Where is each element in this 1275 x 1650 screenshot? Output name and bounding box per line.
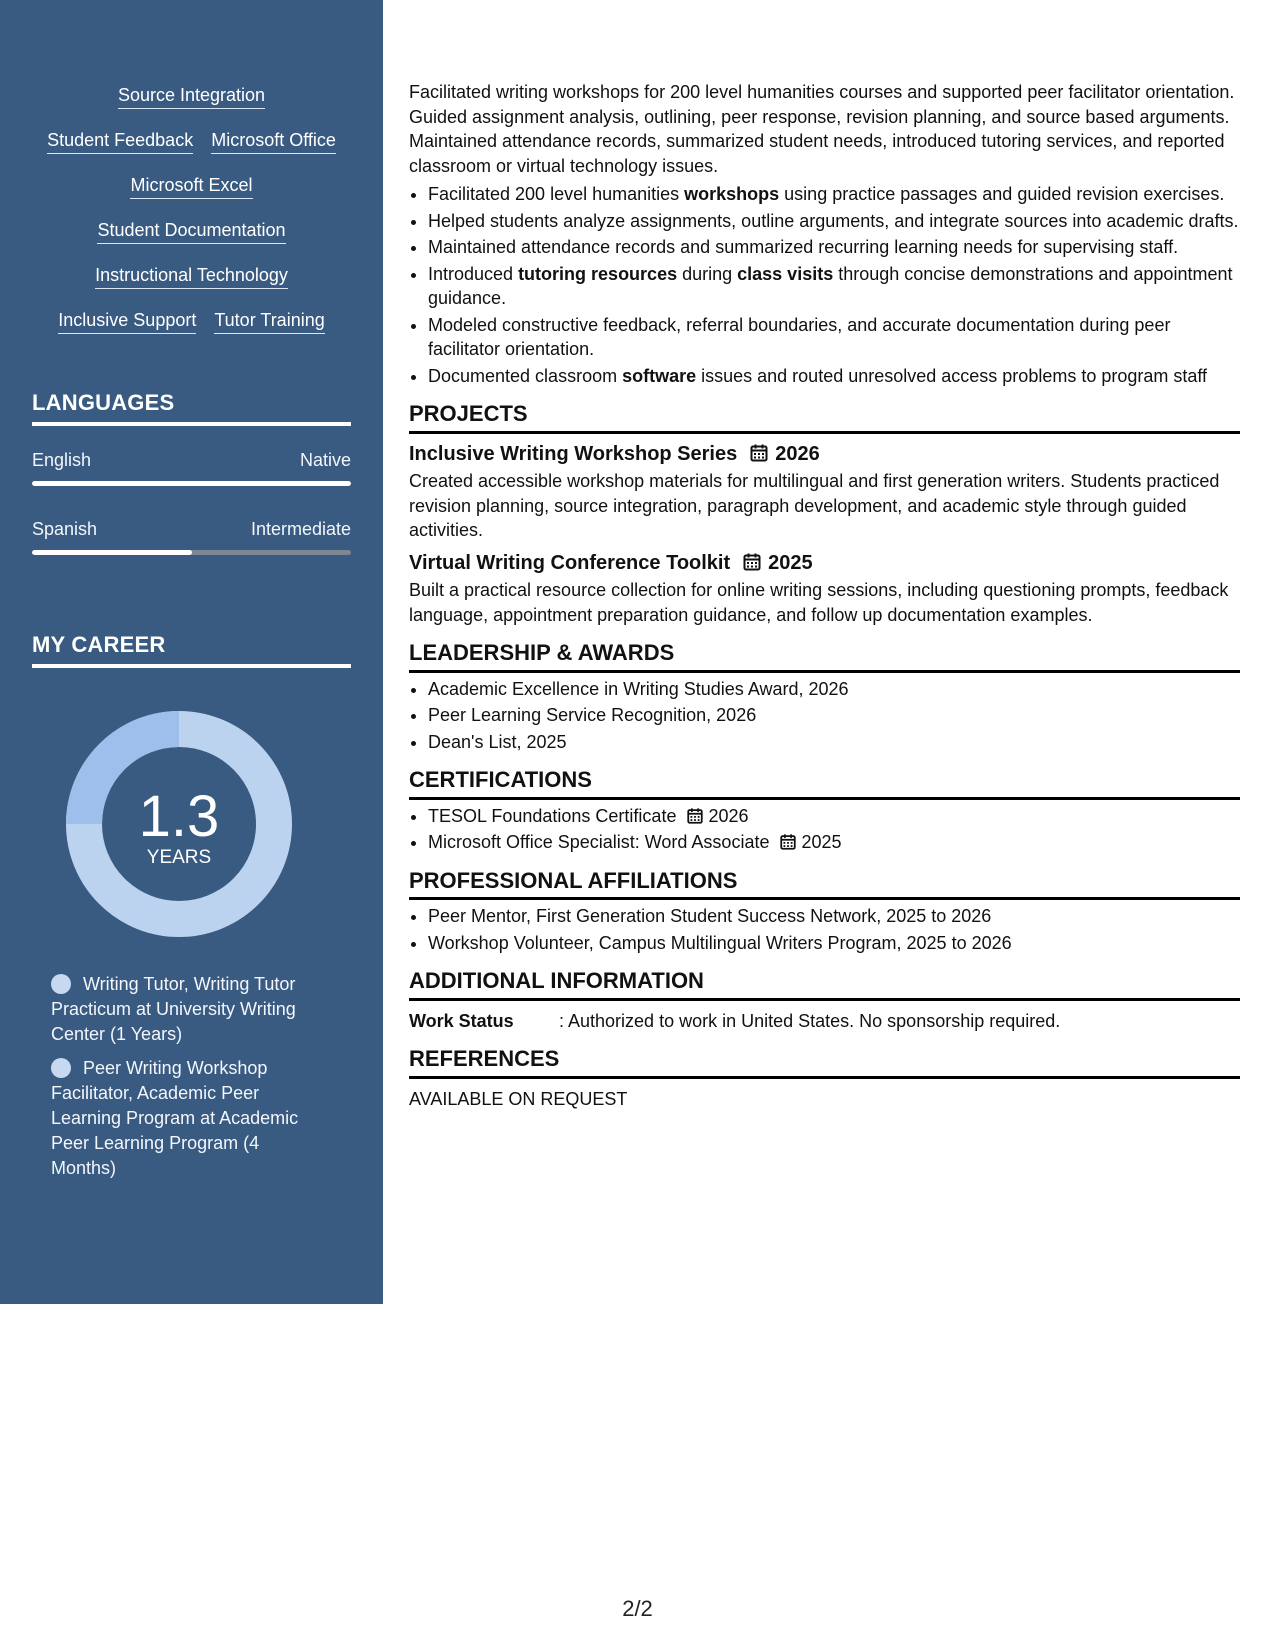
skill-link[interactable]: Student Documentation (97, 219, 285, 244)
certifications-list (409, 804, 1240, 855)
certification-item (428, 830, 1240, 855)
language-level: Intermediate (250, 519, 351, 539)
project-item (409, 442, 1240, 543)
skill-link[interactable]: Instructional Technology (95, 264, 288, 289)
awards-heading: LEADERSHIP & AWARDS (409, 641, 1240, 673)
award-item: • Dean's List, 2025 (428, 730, 1240, 755)
career-item-text: Peer Writing Workshop Facilitator, Academic Peer Learning Program at Academic Peer Learning Program (4 Months) (51, 1058, 299, 1178)
affiliation-item: • Workshop Volunteer, Campus Multilingual Writers Program, 2025 to 2026 (428, 931, 1240, 956)
calendar-icon (737, 442, 775, 467)
references-text: AVAILABLE ON REQUEST (409, 1088, 628, 1109)
skill-link[interactable]: Source Integration (118, 84, 265, 109)
career-item (51, 1056, 321, 1181)
skills-list (20, 84, 363, 354)
career-heading: MY CAREER (32, 632, 351, 668)
project-year: 2026 (775, 442, 820, 465)
sidebar (0, 0, 383, 1304)
work-status-value: : Authorized to work in United States. No sponsorship required. (559, 1010, 1061, 1031)
projects-heading: PROJECTS (409, 402, 1240, 434)
skills-row (20, 219, 363, 264)
career-item-text: Writing Tutor, Writing Tutor Practicum at University Writing Center (1 Years) (51, 974, 296, 1044)
main-content (409, 80, 1240, 1111)
career-years-unit: YEARS (146, 847, 212, 868)
experience-bullets (409, 182, 1240, 388)
certification-name: TESOL Foundations Certificate (428, 805, 677, 826)
project-description: Built a practical resource collection for online writing sessions, including questioning prompts, feedback language, appointment preparation guidance, and follow up documentation examples. (409, 580, 1229, 625)
skills-row (20, 264, 363, 309)
certification-name: Microsoft Office Specialist: Word Associate (428, 832, 770, 852)
project-item (409, 551, 1240, 628)
certification-year: 2025 (801, 832, 842, 852)
project-title: Virtual Writing Conference Toolkit (409, 551, 731, 574)
experience-bullet: • Introduced tutoring resources during class visits through concise demonstrations and appointment guidance. (428, 262, 1240, 311)
experience-summary: Facilitated writing workshops for 200 level humanities courses and supported peer facilitator orientation. Guided assignment analysis, outlining, peer response, revision planning, and source based arguments. Maintained attendance records, summarized student needs, introduced tutoring services, and reported classroom or virtual technology issues. (409, 82, 1235, 176)
affiliations-list (409, 904, 1240, 955)
skill-link[interactable]: Microsoft Excel (130, 174, 252, 199)
career-donut-chart (66, 711, 292, 937)
calendar-icon (676, 806, 708, 826)
affiliation-item: • Peer Mentor, First Generation Student Success Network, 2025 to 2026 (428, 904, 1240, 929)
skill-link[interactable]: Inclusive Support (58, 309, 196, 334)
language-bar-fill (32, 550, 192, 555)
certification-year: 2026 (708, 805, 749, 826)
additional-info-heading: ADDITIONAL INFORMATION (409, 969, 1240, 1001)
skills-row (20, 174, 363, 219)
calendar-icon (730, 551, 768, 576)
work-status-row (409, 1009, 1240, 1034)
experience-bullet: • Documented classroom software issues and routed unresolved access problems to program staff (428, 364, 1240, 389)
award-item: • Academic Excellence in Writing Studies Award, 2026 (428, 677, 1240, 702)
affiliations-heading: PROFESSIONAL AFFILIATIONS (409, 869, 1240, 901)
language-bar-fill (32, 481, 351, 486)
career-item (51, 972, 321, 1047)
career-list (51, 972, 321, 1190)
bullet-dot-icon (51, 1058, 71, 1078)
certification-item (428, 804, 1240, 829)
languages-heading: LANGUAGES (32, 390, 351, 426)
skills-row (20, 84, 363, 129)
experience-bullet: • Maintained attendance records and summarized recurring learning needs for supervising staff. (428, 235, 1240, 260)
references-heading: REFERENCES (409, 1047, 1240, 1079)
certifications-heading: CERTIFICATIONS (409, 768, 1240, 800)
skills-row (20, 129, 363, 174)
language-spanish (32, 519, 351, 555)
experience-bullet: • Modeled constructive feedback, referral boundaries, and accurate documentation during peer facilitator orientation. (428, 313, 1240, 362)
page-number: 2/2 (622, 1596, 653, 1621)
experience-bullet: • Facilitated 200 level humanities workshops using practice passages and guided revision exercises. (428, 182, 1240, 207)
experience-bullet: • Helped students analyze assignments, outline arguments, and integrate sources into academic drafts. (428, 209, 1240, 234)
language-name: Spanish (32, 519, 98, 539)
career-years-value: 1.3 (138, 784, 220, 849)
awards-list (409, 677, 1240, 755)
skill-link[interactable]: Student Feedback (47, 129, 193, 154)
language-bar (32, 481, 351, 486)
skills-row (20, 309, 363, 354)
calendar-icon (769, 832, 801, 852)
project-description: Created accessible workshop materials for multilingual and first generation writers. Students practiced revision planning, source integration, paragraph development, and academic style through guided activities. (409, 471, 1220, 540)
work-status-label: Work Status (409, 1010, 514, 1031)
language-bar (32, 550, 351, 555)
award-item: • Peer Learning Service Recognition, 2026 (428, 703, 1240, 728)
skill-link[interactable]: Tutor Training (214, 309, 324, 334)
language-name: English (32, 450, 92, 470)
language-english (32, 450, 351, 486)
bullet-dot-icon (51, 974, 71, 994)
skill-link[interactable]: Microsoft Office (211, 129, 336, 154)
language-level: Native (299, 450, 351, 470)
project-title: Inclusive Writing Workshop Series (409, 442, 738, 465)
project-year: 2025 (768, 551, 813, 574)
